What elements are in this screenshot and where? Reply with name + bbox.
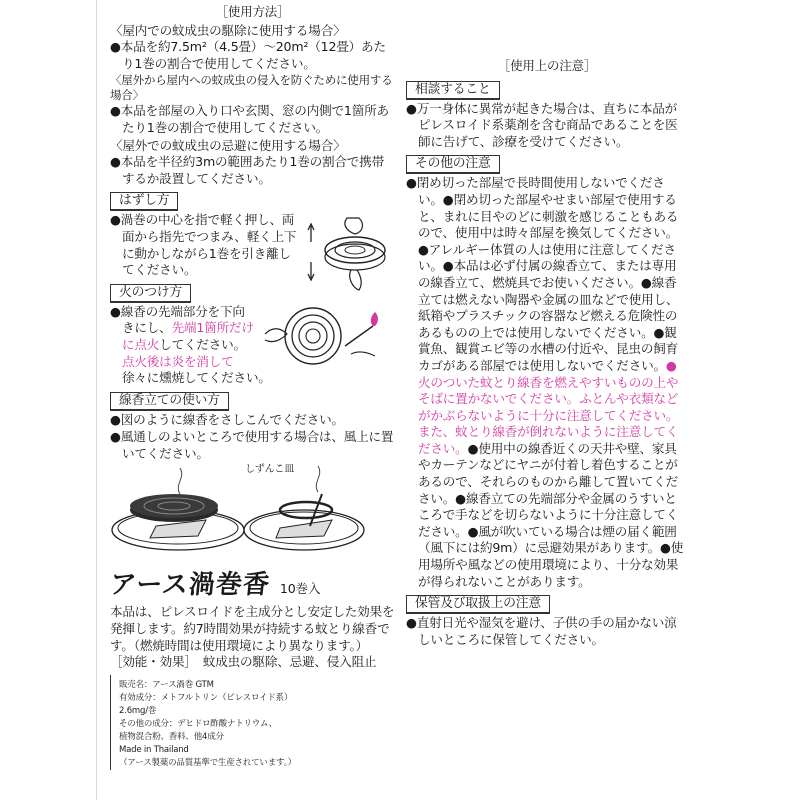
- consult-text: ●万一身体に異常が起きた場合は、直ちに本品がピレスロイド系薬剤を含む商品であることを医師に告げて、診療を受けてください。: [406, 100, 678, 149]
- light-warning-a: 先端1箇所だけに点火: [122, 320, 254, 352]
- product-description: 本品は、ピレスロイドを主成分とし安定した効果を発揮します。約7時間効果が持続する蚊とり線香です。（燃焼時間は使用環境により異なります。）: [110, 604, 395, 653]
- light-text-a: ●線香の先端部分を下向きにし、: [110, 303, 245, 336]
- remove-figure: [303, 212, 395, 294]
- usage-column: [110, 4, 395, 770]
- stand-figure: [110, 464, 395, 564]
- entry-text: ●本品を部屋の入り口や玄関、窓の内側で1箇所あたり1巻の割合で使用してください。: [110, 103, 389, 135]
- other-text-b: ●使用中の線香近くの天井や壁、家具やカーテンなどにヤニが付着し着色することがあるので、それらのものから離して置いてください。●線香立ての先端部分や金属のうすいところで手などを切らないように十分注意してください。●風が吹いている場合は煙の届く範囲（風下には約9m）に忌避効果があります。●使用場所や風などの使用環境により、十分な効果が得られないことがあります。: [418, 440, 684, 589]
- indoor-heading: 〈屋内での蚊成虫の駆除に使用する場合〉: [110, 22, 346, 38]
- light-figure: [255, 304, 395, 370]
- label-amount: 2.6mg/巻: [119, 705, 157, 716]
- stand-title: 線香立ての使い方: [110, 392, 229, 411]
- other-text: [406, 175, 688, 590]
- outdoor-heading: 〈屋外での蚊成虫の忌避に使用する場合〉: [110, 137, 346, 153]
- storage-title: 保管及び取扱上の注意: [406, 595, 550, 614]
- light-text-b: してください。: [159, 336, 246, 352]
- entry-heading: 〈屋外から屋内への蚊成虫の侵入を防ぐために使用する場合〉: [110, 73, 393, 103]
- label-active: 有効成分：メトフルトリン（ピレスロイド系）: [119, 692, 293, 703]
- storage-text: ●直射日光や湿気を避け、子供の手の届かない涼しいところに保管してください。: [406, 615, 677, 647]
- other-title: その他の注意: [406, 155, 500, 174]
- label-sales-name: 販売名：アース渦巻 GTM: [119, 679, 214, 690]
- caution-column: [406, 58, 688, 649]
- usage-header: ［使用方法］: [215, 4, 290, 19]
- product-count: 10巻入: [279, 580, 321, 596]
- outdoor-text: ●本品を半径約3mの範囲あたり1巻の割合で携帯するか設置してください。: [110, 154, 384, 186]
- other-text-a: ●閉め切った部屋で長時間使用しないでください。●閉め切った部屋やせまい部屋で使用すると、まれに目やのどに刺激を感じることもあるので、使用中は時々部屋を換気してください。●アレルギー体質の人は使用に注意してください。●本品は必ず付属の線香立て、または専用の線香立て、燃焼具でお使いください。●線香立ては燃えない陶器や金属の皿などで使用し、紙箱やプラスチックの容器など燃える危険性のあるものの上では使用しないでください。●観賞魚、観賞エビ等の水槽の付近や、昆虫の飼育カゴがある部屋では使用しないでください。: [406, 175, 679, 373]
- label-box: [110, 675, 299, 770]
- label-other2: 植物混合粉、香料、他4成分: [119, 731, 224, 742]
- remove-title: はずし方: [110, 192, 178, 211]
- product-effect: ［効能・効果］ 蚊成虫の駆除、忌避、侵入阻止: [110, 654, 377, 670]
- fold-line: [96, 0, 97, 800]
- remove-text: ●渦巻の中心を指で軽く押し、両面から指先でつまみ、軽く上下に動かしながら1巻を引き離してください。: [110, 212, 297, 278]
- label-made-in: Made in Thailand: [119, 744, 189, 755]
- light-text-c: 徐々に燻焼してください。: [122, 370, 271, 386]
- stand-item-1: ●図のように線香をさしこんでください。: [110, 411, 344, 427]
- caution-header: ［使用上の注意］: [497, 58, 597, 73]
- label-quality: （アース製薬の品質基準で生産されています。）: [119, 757, 296, 768]
- stand-item-2: ●風通しのよいところで使用する場合は、風上に置いてください。: [110, 429, 394, 461]
- consult-title: 相談すること: [406, 81, 500, 100]
- product-name: アース渦巻香: [108, 570, 272, 601]
- left-margin: [0, 0, 98, 800]
- other-warning: ●火のついた蚊とり線香を燃えやすいものの上やそばに置かないでください。ふとんや衣類などがかぶらないように十分に注意してください。また、蚊とり線香が倒れないように注意してください。: [418, 357, 679, 456]
- light-title: 火のつけ方: [110, 284, 191, 303]
- label-other: その他の成分：デヒドロ酢酸ナトリウム、: [119, 718, 277, 729]
- stand-figure-label: しずんこ皿: [245, 464, 294, 476]
- light-warning-b: 点火後は炎を消して: [122, 353, 234, 369]
- right-margin: [690, 0, 800, 800]
- indoor-text: ●本品を約7.5m²（4.5畳）〜20m²（12畳）あたり1巻の割合で使用してください。: [110, 39, 386, 71]
